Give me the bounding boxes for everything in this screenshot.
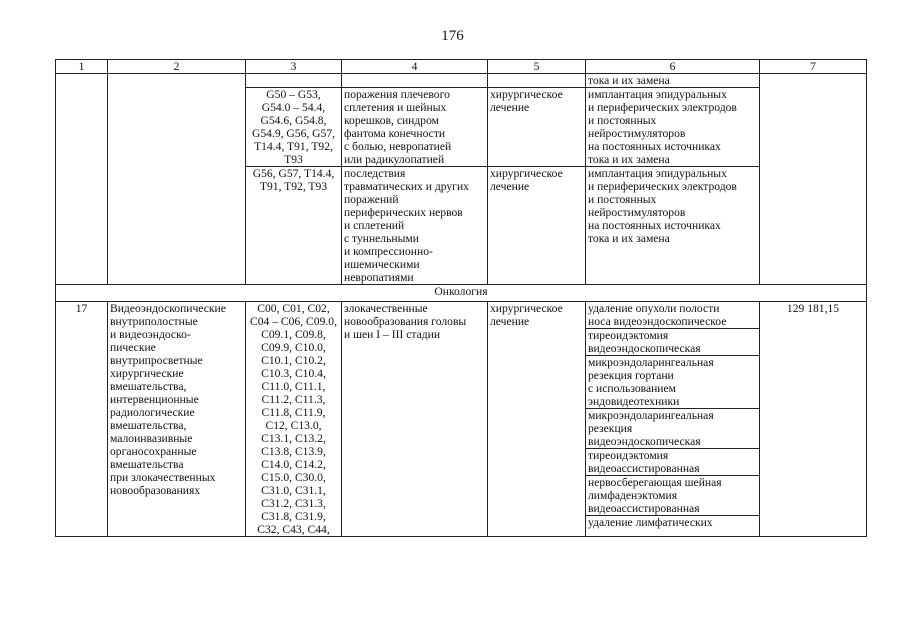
method-cell: имплантация эпидуральных и периферических электродов и постоянных нейростимуляторов на постоянных источниках тока и их замена [586, 88, 760, 167]
method-cell: тока и их замена [586, 74, 760, 88]
method-item: тиреоидэктомия видеоэндоскопическая [586, 329, 759, 356]
column-header: 4 [342, 60, 488, 74]
column-header: 6 [586, 60, 760, 74]
page-number: 176 [441, 28, 464, 44]
codes-cell: G56, G57, T14.4, T91, T92, T93 [246, 167, 342, 285]
treatment-type-cell: хирургическое лечение [488, 167, 586, 285]
column-header: 7 [760, 60, 867, 74]
column-header-row [56, 60, 867, 74]
codes-cell: C00, C01, C02, C04 – C06, C09.0, C09.1, C09.8, C09.9, C10.0, C10.1, C10.2, C10.3, C10.4, C11.0, C11.1, C11.2, C11.3, C11.8, C11.9, C12, C13.0, C13.1, C13.2, C13.8, C13.9, C14.0, C14.2, C15.0, C30.0, C31.0, C31.1, C31.2, C31.3, C31.8, C31.9, C32, C43, C44, [246, 302, 342, 537]
section-title: Онкология [56, 285, 867, 302]
table-row [56, 74, 867, 88]
method-item: удаление опухоли полости носа видеоэндоскопическое [586, 302, 759, 329]
cost-cell: 129 181,15 [760, 302, 867, 537]
medical-care-table [55, 59, 867, 537]
condition-cell: последствия травматических и других поражений периферических нервов и сплетений с туннельными и компрессионно- ишемическими невропатиями [342, 167, 488, 285]
condition-cell: поражения плечевого сплетения и шейных корешков, синдром фантома конечности с болью, невропатией или радикулопатией [342, 88, 488, 167]
column-header: 1 [56, 60, 108, 74]
method-item: удаление лимфатических [588, 516, 713, 529]
condition-cell [342, 74, 488, 88]
method-item: тиреоидэктомия видеоассистированная [586, 449, 759, 476]
codes-cell [246, 74, 342, 88]
codes-cell: G50 – G53, G54.0 – 54.4, G54.6, G54.8, G54.9, G56, G57, T14.4, T91, T92, T93 [246, 88, 342, 167]
table-row [56, 302, 867, 537]
treatment-type-cell [488, 74, 586, 88]
method-item: нервосберегающая шейная лимфаденэктомия видеоассистированная [586, 476, 759, 516]
column-header: 3 [246, 60, 342, 74]
treatment-type-cell: хирургическое лечение [488, 88, 586, 167]
column-header: 5 [488, 60, 586, 74]
treatment-type-cell: хирургическое лечение [488, 302, 586, 537]
name-cell [108, 74, 246, 285]
method-item: микроэндоларингеальная резекция видеоэндоскопическая [586, 409, 759, 449]
method-cell: имплантация эпидуральных и периферических электродов и постоянных нейростимуляторов на постоянных источниках тока и их замена [586, 167, 760, 285]
condition-cell: злокачественные новообразования головы и шеи I – III стадии [342, 302, 488, 537]
methods-cell [586, 302, 760, 537]
number-cell [56, 74, 108, 285]
cost-cell [760, 74, 867, 285]
name-cell: Видеоэндоскопические внутриполостные и видеоэндоско- пические внутрипросветные хирургические вмешательства, интервенционные радиологические вмешательства, малоинвазивные органосохранные вмешательства при злокачественных новообразованиях [108, 302, 246, 537]
method-item: микроэндоларингеальная резекция гортани с использованием эндовидеотехники [586, 356, 759, 409]
section-row [56, 285, 867, 302]
column-header: 2 [108, 60, 246, 74]
number-cell: 17 [56, 302, 108, 537]
